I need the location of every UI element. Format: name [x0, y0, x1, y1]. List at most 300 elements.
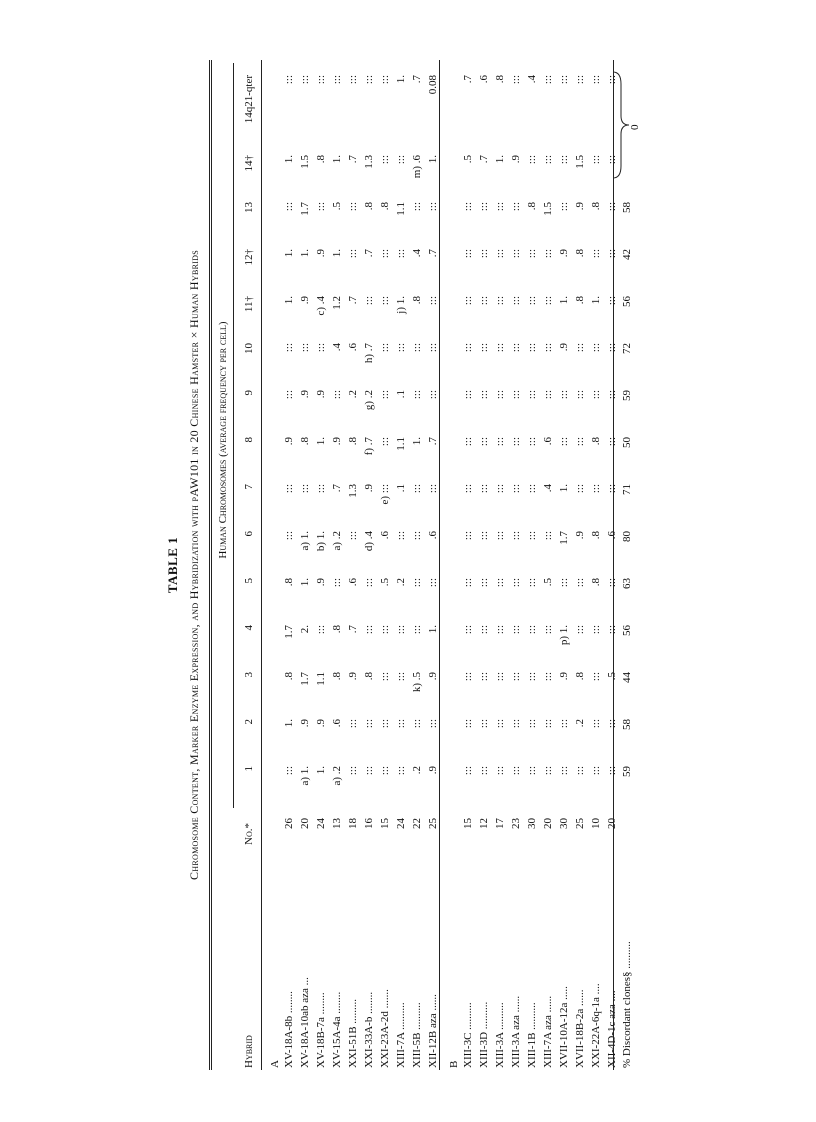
table-caption: Chromosome Content, Marker Enzyme Expression, and Hybridization with pAW101 in 20 Chinese Hamster × Human Hybrids [187, 249, 201, 881]
table-cell: .1 [395, 390, 407, 399]
table-cell: ::: [315, 202, 327, 212]
table-cell: ::: [347, 202, 359, 212]
table-cell: 1.5 [542, 202, 554, 216]
cell-count: 22 [411, 818, 423, 829]
table-cell: ::: [283, 484, 295, 494]
table-cell: f) .7 [363, 437, 375, 456]
hybrid-name: XII-4D-1c aza .... [606, 990, 618, 1068]
discordant-value: 56 [621, 296, 633, 307]
table-cell: ::: [526, 672, 538, 682]
table-cell: .8 [590, 202, 602, 211]
table-cell: .6 [606, 531, 618, 540]
section-a-label: A [269, 1060, 281, 1068]
table-cell: .5 [462, 155, 474, 164]
hybrid-name: XII-12B aza ...... [427, 994, 439, 1068]
table-cell: 1. [427, 155, 439, 164]
discordant-brace-value: 0 [629, 124, 641, 130]
hybrid-name: XVII-18B-2a ...... [574, 989, 586, 1068]
table-cell: .6 [347, 343, 359, 352]
table-cell: 1. [299, 578, 311, 587]
cell-count: 12 [478, 818, 490, 829]
table-cell: ::: [363, 578, 375, 588]
table-cell: ::: [363, 75, 375, 85]
cell-count: 25 [574, 818, 586, 829]
table-cell: ::: [462, 625, 474, 635]
table-cell: ::: [411, 484, 423, 494]
table-cell: ::: [606, 625, 618, 635]
table-cell: ::: [494, 343, 506, 353]
discordant-label: % Discordant clones§ .......... [621, 941, 633, 1068]
table-cell: .4 [526, 75, 538, 84]
hybrid-name: XIII-5B .......... [411, 1002, 423, 1068]
table-cell: .9 [510, 155, 522, 164]
chromosome-column-header: 5 [243, 578, 255, 584]
section-divider-rule [439, 60, 440, 1070]
table-cell: ::: [494, 531, 506, 541]
hybrid-name: XVII-10A-12a ..... [558, 986, 570, 1068]
table-cell: ::: [379, 249, 391, 259]
table-cell: ::: [478, 390, 490, 400]
table-cell: .9 [363, 484, 375, 493]
table-cell: 1. [283, 719, 295, 728]
table-cell: ::: [606, 202, 618, 212]
table-cell: ::: [315, 343, 327, 353]
table-cell: ::: [331, 390, 343, 400]
table-cell: ::: [542, 672, 554, 682]
section-b-label: B [448, 1060, 460, 1068]
table-cell: d) .4 [363, 531, 375, 552]
group-header-rule [233, 63, 234, 808]
hybrid-name: XXI-33A-b ........ [363, 991, 375, 1068]
table-cell: .1 [395, 484, 407, 493]
table-cell: .9 [574, 202, 586, 211]
table-cell: ::: [427, 296, 439, 306]
table-cell: .9 [427, 766, 439, 775]
table-cell: ::: [590, 75, 602, 85]
table-cell: .8 [590, 437, 602, 446]
discordant-value: 80 [621, 531, 633, 542]
hybrid-name: XV-18A-10ab aza ... [299, 977, 311, 1068]
table-cell: .7 [347, 296, 359, 305]
hybrid-name: XV-15A-4a ........ [331, 991, 343, 1068]
chromosome-column-header: 7 [243, 484, 255, 490]
table-cell: .8 [526, 202, 538, 211]
table-cell: 1. [315, 437, 327, 446]
table-cell: 1.2 [331, 296, 343, 310]
cell-count: 17 [494, 818, 506, 829]
table-cell: ::: [395, 155, 407, 165]
table-cell: .7 [478, 155, 490, 164]
table-cell: .4 [411, 249, 423, 258]
table-cell: p) 1. [558, 625, 570, 646]
cell-count: 16 [363, 818, 375, 829]
table-cell: ::: [542, 531, 554, 541]
table-cell: ::: [606, 155, 618, 165]
table-cell: .6 [427, 531, 439, 540]
table-cell: ::: [542, 155, 554, 165]
table-cell: ::: [558, 719, 570, 729]
table-cell: ::: [494, 202, 506, 212]
table-cell: .8 [363, 202, 375, 211]
table-cell: ::: [363, 766, 375, 776]
table-cell: ::: [510, 249, 522, 259]
table-cell: ::: [558, 437, 570, 447]
cell-count: 15 [379, 818, 391, 829]
table-cell: ::: [606, 437, 618, 447]
table-cell: ::: [526, 531, 538, 541]
table-cell: .7 [363, 249, 375, 258]
table-cell: ::: [494, 766, 506, 776]
table-cell: ::: [574, 343, 586, 353]
table-cell: ::: [542, 766, 554, 776]
discordant-value: 56 [621, 625, 633, 636]
table-cell: 1.1 [315, 672, 327, 686]
table-cell: ::: [462, 578, 474, 588]
discordant-value: 72 [621, 343, 633, 354]
table-cell: .7 [331, 484, 343, 493]
table-cell: .9 [558, 249, 570, 258]
table-cell: ::: [510, 766, 522, 776]
cell-count: 24 [395, 818, 407, 829]
table-cell: 1. [331, 249, 343, 258]
cell-count: 18 [347, 818, 359, 829]
table-cell: .8 [347, 437, 359, 446]
table-cell: 1. [299, 249, 311, 258]
table-cell: 1.7 [283, 625, 295, 639]
table-cell: ::: [411, 578, 423, 588]
table-cell: ::: [331, 578, 343, 588]
table-cell: ::: [331, 75, 343, 85]
table-cell: ::: [606, 766, 618, 776]
table-cell: 1.3 [363, 155, 375, 169]
chromosome-column-header: 14† [243, 155, 255, 172]
cell-count: 25 [427, 818, 439, 829]
table-cell: ::: [427, 484, 439, 494]
table-cell: 2. [299, 625, 311, 634]
rotated-table-page [165, 60, 655, 1070]
hybrid-name: XIII-3A aza ...... [510, 995, 522, 1068]
table-cell: .8 [574, 672, 586, 681]
table-cell: ::: [510, 719, 522, 729]
table-cell: .6 [542, 437, 554, 446]
chromosome-column-header: 9 [243, 390, 255, 396]
table-cell: ::: [494, 625, 506, 635]
table-cell: ::: [315, 75, 327, 85]
table-cell: ::: [395, 766, 407, 776]
table-cell: ::: [283, 390, 295, 400]
hybrid-name: XIII-3D .......... [478, 1001, 490, 1068]
table-cell: ::: [510, 75, 522, 85]
table-cell: ::: [379, 625, 391, 635]
table-label: TABLE 1 [165, 536, 180, 594]
table-cell: m) .6 [411, 155, 423, 179]
table-cell: ::: [510, 343, 522, 353]
top-double-rule [209, 60, 212, 1070]
table-cell: .4 [542, 484, 554, 493]
table-cell: 1. [558, 484, 570, 493]
table-cell: ::: [606, 578, 618, 588]
group-header: Human Chromosomes (average frequency per cell) [217, 321, 229, 559]
col-hybrid-header: Hybrid [243, 1035, 255, 1068]
chromosome-column-header: 11† [243, 296, 255, 313]
hybrid-name: XIII-3C .......... [462, 1002, 474, 1068]
table-cell: ::: [590, 766, 602, 776]
hybrid-name: XXI-51B ......... [347, 998, 359, 1068]
table-cell: ::: [478, 531, 490, 541]
hybrid-name: XV-18A-8b ........ [283, 991, 295, 1068]
table-cell: ::: [606, 390, 618, 400]
cell-count: 26 [283, 818, 295, 829]
discordant-value: 44 [621, 672, 633, 683]
table-cell: ::: [427, 202, 439, 212]
table-cell: ::: [462, 249, 474, 259]
hybrid-name: XXI-23A-2d ....... [379, 989, 391, 1068]
table-cell: .6 [379, 531, 391, 540]
table-cell: ::: [379, 437, 391, 447]
table-cell: .7 [347, 625, 359, 634]
table-cell: ::: [510, 296, 522, 306]
table-cell: ::: [299, 75, 311, 85]
table-cell: .9 [347, 672, 359, 681]
table-cell: ::: [542, 296, 554, 306]
table-cell: ::: [526, 249, 538, 259]
table-cell: 1. [494, 155, 506, 164]
table-cell: .8 [363, 672, 375, 681]
table-cell: ::: [510, 531, 522, 541]
table-cell: ::: [478, 672, 490, 682]
table-cell: c) .4 [315, 296, 327, 316]
table-cell: ::: [315, 484, 327, 494]
table-cell: .8 [574, 296, 586, 305]
table-cell: 0.08 [427, 75, 439, 95]
table-cell: .8 [283, 672, 295, 681]
table-cell: ::: [526, 437, 538, 447]
table-cell: g) .2 [363, 390, 375, 411]
table-cell: 1. [283, 249, 295, 258]
hybrid-name: XIII-7A .......... [395, 1002, 407, 1068]
table-cell: .8 [411, 296, 423, 305]
table-cell: .9 [315, 578, 327, 587]
table-cell: ::: [379, 390, 391, 400]
table-cell: 1.7 [558, 531, 570, 545]
table-cell: .8 [379, 202, 391, 211]
table-cell: ::: [411, 719, 423, 729]
table-cell: ::: [347, 766, 359, 776]
table-cell: .8 [574, 249, 586, 258]
table-cell: ::: [542, 625, 554, 635]
table-cell: ::: [574, 578, 586, 588]
table-cell: ::: [478, 249, 490, 259]
table-cell: 1.1 [395, 437, 407, 451]
table-cell: 1.1 [395, 202, 407, 216]
chromosome-column-header: 6 [243, 531, 255, 537]
table-cell: 1. [315, 766, 327, 775]
table-cell: ::: [526, 343, 538, 353]
table-cell: ::: [590, 672, 602, 682]
table-cell: ::: [411, 390, 423, 400]
table-cell: .9 [315, 390, 327, 399]
table-cell: ::: [462, 343, 474, 353]
table-cell: a) 1. [299, 531, 311, 551]
table-cell: ::: [510, 437, 522, 447]
table-cell: ::: [510, 672, 522, 682]
table-cell: ::: [379, 75, 391, 85]
cell-count: 13 [331, 818, 343, 829]
table-cell: .8 [315, 155, 327, 164]
table-cell: ::: [510, 390, 522, 400]
table-cell: ::: [411, 202, 423, 212]
table-cell: ::: [379, 155, 391, 165]
table-cell: ::: [526, 155, 538, 165]
table-cell: .5 [542, 578, 554, 587]
table-cell: ::: [462, 719, 474, 729]
table-cell: .9 [558, 343, 570, 352]
table-cell: ::: [558, 155, 570, 165]
table-cell: ::: [590, 390, 602, 400]
table-cell: ::: [395, 672, 407, 682]
table-cell: ::: [558, 578, 570, 588]
hybrid-name: XV-18B-7a ........ [315, 992, 327, 1068]
table-cell: j) 1. [395, 296, 407, 314]
table-cell: a) .2 [331, 766, 343, 786]
table-cell: 1. [395, 75, 407, 84]
table-cell: e) ::: [379, 484, 391, 505]
cell-count: 20 [299, 818, 311, 829]
table-cell: ::: [510, 578, 522, 588]
chromosome-column-header: 1 [243, 766, 255, 772]
table-cell: a) 1. [299, 766, 311, 786]
table-cell: ::: [574, 484, 586, 494]
hybrid-name: XIII-1B .......... [526, 1002, 538, 1068]
table-cell: ::: [494, 390, 506, 400]
table-cell: ::: [315, 625, 327, 635]
table-cell: ::: [510, 202, 522, 212]
table-cell: ::: [542, 719, 554, 729]
discordant-value: 59 [621, 766, 633, 777]
table-cell: .4 [331, 343, 343, 352]
table-cell: ::: [363, 719, 375, 729]
table-cell: ::: [494, 719, 506, 729]
table-cell: ::: [478, 719, 490, 729]
table-cell: ::: [526, 484, 538, 494]
table-cell: .7 [462, 75, 474, 84]
table-cell: ::: [347, 249, 359, 259]
table-cell: ::: [606, 75, 618, 85]
cell-count: 23 [510, 818, 522, 829]
table-cell: 1.7 [299, 202, 311, 216]
col-no-header: No.* [243, 823, 255, 845]
table-cell: .2 [411, 766, 423, 775]
table-cell: ::: [574, 766, 586, 776]
table-cell: .7 [427, 249, 439, 258]
table-cell: .8 [299, 437, 311, 446]
table-cell: ::: [379, 719, 391, 729]
hybrid-name: XXI-22A-6q-1a .... [590, 983, 602, 1068]
hybrid-name: XIII-7A aza ...... [542, 995, 554, 1068]
table-cell: ::: [494, 578, 506, 588]
table-cell: .9 [315, 249, 327, 258]
table-cell: .9 [315, 719, 327, 728]
table-cell: ::: [478, 625, 490, 635]
table-cell: ::: [478, 296, 490, 306]
cell-count: 30 [526, 818, 538, 829]
table-cell: .5 [379, 578, 391, 587]
table-cell: ::: [427, 578, 439, 588]
table-cell: ::: [347, 531, 359, 541]
chromosome-column-header: 10 [243, 343, 255, 354]
table-cell: ::: [478, 578, 490, 588]
table-cell: ::: [494, 437, 506, 447]
table-cell: .9 [558, 672, 570, 681]
table-cell: ::: [462, 202, 474, 212]
table-cell: ::: [526, 578, 538, 588]
table-cell: .2 [347, 390, 359, 399]
table-cell: ::: [478, 484, 490, 494]
table-cell: ::: [395, 249, 407, 259]
table-cell: .2 [395, 578, 407, 587]
table-cell: .9 [574, 531, 586, 540]
table-cell: ::: [510, 484, 522, 494]
table-cell: ::: [478, 766, 490, 776]
table-cell: ::: [347, 719, 359, 729]
table-cell: ::: [283, 531, 295, 541]
brace-icon [611, 70, 631, 180]
table-cell: ::: [542, 343, 554, 353]
chromosome-column-header: 14q21-qter [243, 75, 255, 124]
table-cell: ::: [558, 766, 570, 776]
table-cell: .8 [331, 672, 343, 681]
chromosome-column-header: 4 [243, 625, 255, 631]
table-cell: .9 [331, 437, 343, 446]
table-cell: ::: [283, 75, 295, 85]
discordant-value: 50 [621, 437, 633, 448]
table-cell: ::: [347, 75, 359, 85]
table-cell: .6 [331, 719, 343, 728]
table-cell: .9 [427, 672, 439, 681]
table-cell: ::: [478, 437, 490, 447]
chromosome-column-header: 12† [243, 249, 255, 266]
table-cell: 1. [590, 296, 602, 305]
chromosome-column-header: 3 [243, 672, 255, 678]
cell-count: 15 [462, 818, 474, 829]
table-cell: ::: [462, 296, 474, 306]
table-cell: ::: [494, 484, 506, 494]
table-cell: a) .2 [331, 531, 343, 551]
table-cell: .6 [478, 75, 490, 84]
table-cell: 1. [411, 437, 423, 446]
footer-rule [613, 60, 614, 1070]
table-cell: .8 [494, 75, 506, 84]
table-cell: ::: [558, 390, 570, 400]
table-cell: .8 [331, 625, 343, 634]
table-cell: ::: [590, 625, 602, 635]
chromosome-column-header: 8 [243, 437, 255, 443]
cell-count: 10 [590, 818, 602, 829]
table-cell: .5 [331, 202, 343, 211]
table-cell: ::: [510, 625, 522, 635]
table-cell: ::: [558, 75, 570, 85]
table-cell: ::: [462, 766, 474, 776]
table-cell: ::: [395, 719, 407, 729]
table-cell: ::: [558, 202, 570, 212]
table-cell: ::: [542, 249, 554, 259]
table-cell: .8 [590, 531, 602, 540]
table-cell: ::: [395, 531, 407, 541]
table-cell: ::: [574, 625, 586, 635]
cell-count: 30 [558, 818, 570, 829]
chromosome-column-header: 2 [243, 719, 255, 725]
table-cell: ::: [574, 75, 586, 85]
